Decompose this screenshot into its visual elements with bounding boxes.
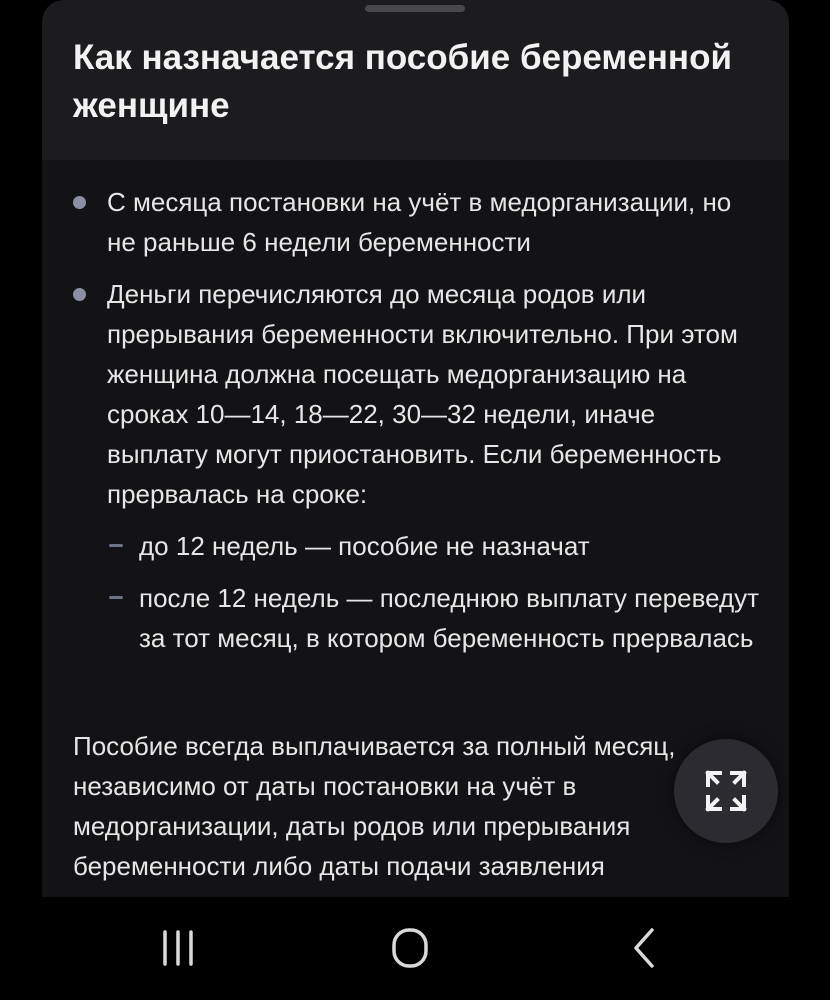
bullet-list <box>73 182 763 670</box>
sub-list <box>107 526 763 658</box>
back-button[interactable] <box>614 923 674 973</box>
bottom-sheet <box>42 0 789 897</box>
bullet-text: С месяца постановки на учёт в медорганизации, но не раньше 6 недели беременности <box>107 187 732 257</box>
bullet-dot <box>73 288 86 301</box>
recents-button[interactable] <box>148 923 208 973</box>
bullet-item <box>73 274 763 658</box>
sub-item-text: до 12 недель — пособие не назначат <box>139 531 590 561</box>
bullet-text: Деньги перечисляются до месяца родов или прерывания беременности включительно. При этом женщина должна посещать медорганизацию на сроках 10—14, 18—22, 30—32 недели, иначе выплату могут приостановить. Если беременность прервалась на сроке: <box>107 279 738 509</box>
bullet-item <box>73 182 763 262</box>
home-button[interactable] <box>380 923 440 973</box>
sub-item <box>107 578 763 658</box>
home-icon <box>380 923 440 973</box>
system-navigation-bar <box>0 897 830 1000</box>
expand-icon <box>704 769 748 813</box>
sheet-title: Как назначается пособие беременной женщине <box>73 38 732 125</box>
recents-icon <box>148 923 208 973</box>
note-paragraph: Пособие всегда выплачивается за полный месяц, независимо от даты постановки на учёт в медорганизации, даты родов или прерывания беременности либо даты подачи заявления <box>73 731 676 881</box>
sub-item-text: после 12 недель — последнюю выплату переведут за тот месяц, в котором беременность прервалась <box>139 583 760 653</box>
expand-button[interactable] <box>674 739 778 843</box>
sub-item <box>107 526 763 566</box>
bullet-dot <box>73 196 86 209</box>
dash-marker <box>109 596 123 599</box>
dash-marker <box>109 544 123 547</box>
back-icon <box>614 923 674 973</box>
sheet-grabber[interactable] <box>365 5 465 12</box>
